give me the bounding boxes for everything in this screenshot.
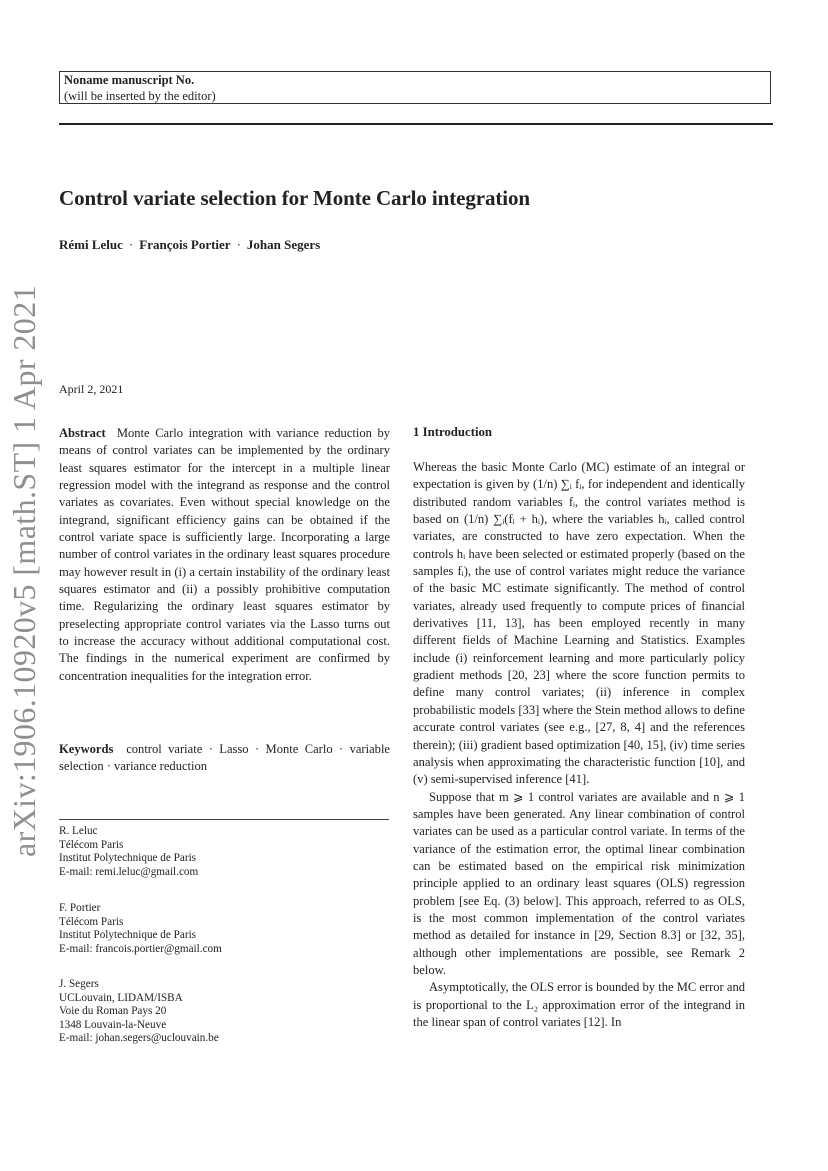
editor-header-box: [59, 71, 771, 104]
affiliation-email: E-mail: remi.leluc@gmail.com: [59, 865, 199, 878]
affiliation-line: Voie du Roman Pays 20: [59, 1005, 167, 1018]
keywords: [59, 741, 390, 776]
affiliation-name: J. Segers: [59, 978, 99, 990]
abstract: [59, 425, 390, 685]
intro-paragraph-1: Whereas the basic Monte Carlo (MC) estimate of an integral or expectation is given by (1/n) ∑ᵢ fᵢ, for independent and identically distributed random variables fᵢ, the control variates method is based on (1/n) ∑ᵢ(fᵢ + hᵢ), where the variables hᵢ, called control variates, are constructed to have zero expectation. When the controls hᵢ have been selected or estimated properly (based on the samples fᵢ), the use of control variates might reduce the variance of the basic MC estimate significantly. The method of control variates, already used frequently to compute prices of financial derivatives [11, 13], has been employed recently in many different fields of Machine Learning and Statistics. Examples include (i) reinforcement learning and more particularly policy gradient methods [20, 23] where the score function permits to define many control variates; (ii) inference in complex probabilistic models [33] where the Stein method allows to define accurate control variates (see e.g., [27, 8, 4] and the references therein); (iii) gradient based optimization [40, 15], (iv) time series analysis when approximating the characteristic function [10], and (v) semi-supervised inference [41].: [413, 460, 745, 787]
header-rule: [59, 123, 773, 125]
affiliation-segers: [59, 978, 389, 1046]
affiliation-leluc: [59, 825, 389, 879]
affiliation-line: 1348 Louvain-la-Neuve: [59, 1018, 167, 1031]
abstract-label: Abstract: [59, 426, 106, 440]
arxiv-stamp: arXiv:1906.10920v5 [math.ST] 1 Apr 2021: [6, 285, 42, 857]
affiliation-portier: [59, 902, 389, 956]
author-separator: ·: [236, 237, 241, 252]
affiliation-name: F. Portier: [59, 902, 101, 914]
manuscript-number: Noname manuscript No.: [64, 73, 195, 87]
affiliation-line: Institut Polytechnique de Paris: [59, 929, 197, 942]
affiliation-line: Télécom Paris: [59, 838, 124, 851]
affiliation-line: UCLouvain, LIDAM/ISBA: [59, 991, 183, 1004]
affiliation-line: Télécom Paris: [59, 915, 124, 928]
author-1: Rémi Leluc: [59, 237, 123, 252]
intro-paragraph-2: Suppose that m ⩾ 1 control variates are available and n ⩾ 1 samples have been generated. Any linear combination of control variates can be used as a particular control variate. In terms of the variance of the estimation error, the optimal linear combination can be estimated based on the empirical risk minimization principle applied to an ordinary least squares (OLS) regression problem [see Eq. (3) below]. This approach, referred to as OLS, is the most common implementation of the control variates method as detailed for instance in [29, Section 8.3] or [32, 35], although other implementations are possible, see Remark 2 below.: [413, 789, 745, 977]
author-2: François Portier: [139, 237, 231, 252]
footnote-rule: [59, 819, 389, 820]
intro-paragraph-3: Asymptotically, the OLS error is bounded by the MC error and is proportional to the L₂ approximation error of the integrand in the linear span of control variates [12]. In: [413, 980, 745, 1029]
affiliation-email: E-mail: francois.portier@gmail.com: [59, 942, 222, 955]
editor-note: (will be inserted by the editor): [64, 88, 216, 103]
keywords-text: control variate · Lasso · Monte Carlo · variable selection · variance reduction: [59, 742, 390, 774]
paper-title: Control variate selection for Monte Carlo integration: [59, 186, 530, 210]
affiliation-name: R. Leluc: [59, 825, 98, 837]
abstract-text: Monte Carlo integration with variance reduction by means of control variates can be implemented by the ordinary least squares estimator for the intercept in a multiple linear regression model with the integrand as response and the control variates as covariates. Even without special knowledge on the integrand, significant efficiency gains can be obtained if the control variate space is sufficiently large. Incorporating a large number of control variates in the ordinary least squares procedure may however result in (i) a certain instability of the ordinary least squares estimator and (ii) a possibly prohibitive computation time. Regularizing the ordinary least squares estimator by preselecting appropriate control variates via the Lasso turns out to increase the accuracy without additional computational cost. The findings in the numerical experiment are confirmed by concentration inequalities for the integration error.: [59, 426, 391, 683]
author-list: [59, 237, 320, 253]
author-3: Johan Segers: [246, 237, 321, 252]
affiliation-email: E-mail: johan.segers@uclouvain.be: [59, 1032, 219, 1045]
author-separator: ·: [128, 237, 134, 252]
keywords-label: Keywords: [59, 742, 114, 756]
paper-date: April 2, 2021: [59, 382, 124, 396]
section-heading-introduction: 1 Introduction: [413, 425, 493, 439]
introduction-body: [413, 459, 745, 1031]
affiliation-line: Institut Polytechnique de Paris: [59, 852, 197, 865]
